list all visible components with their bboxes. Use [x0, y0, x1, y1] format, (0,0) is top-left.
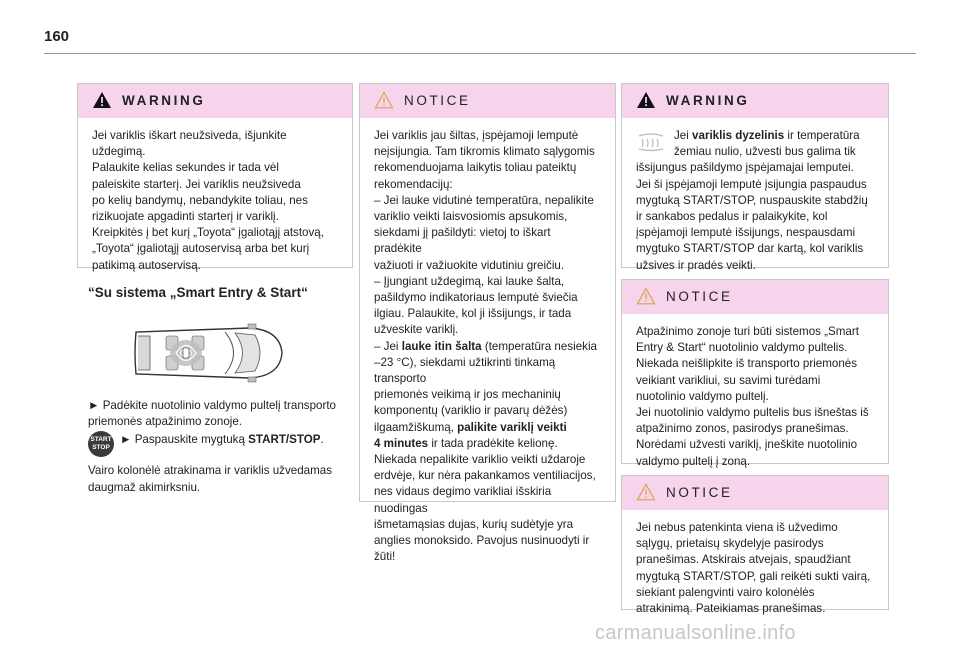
start-instruction	[88, 431, 350, 457]
warning-title: WARNING	[666, 93, 750, 108]
text-line: mygtuką START/STOP, nuspauskite stabdžių	[636, 193, 868, 207]
page-number: 160	[44, 28, 70, 45]
instruction-text	[88, 398, 350, 496]
text-line: Jei nuotolinio valdymo pultelis bus išneštas iš	[636, 406, 869, 420]
warning-triangle-filled-icon	[92, 91, 112, 109]
warning-triangle-filled-icon	[636, 91, 656, 109]
text-line: ilgaamžiškumą, palikite variklį veikti	[374, 420, 567, 434]
notice-triangle-outline-icon	[374, 91, 394, 109]
notice-triangle-outline-icon	[636, 287, 656, 305]
text-line: mygtuką START/STOP, gali reikėti sukti vairą,	[636, 569, 871, 583]
text-line: neįsijungia. Tam tikromis klimato sąlygomis	[374, 145, 595, 159]
text-line: ilgiau. Palaukite, kol ji išsijungs, ir tada	[374, 307, 572, 321]
text-line: Jei variklis iškart neužsiveda, išjunkite	[92, 129, 287, 142]
notice-title: NOTICE	[404, 93, 471, 108]
warning-title: WARNING	[122, 93, 206, 108]
text-line: nes vidaus degimo varikliai išskiria nuodingas	[374, 485, 552, 515]
text-line: pranešimas. Atskirais atvejais, spaudžiant	[636, 553, 851, 567]
warning-body	[78, 118, 352, 274]
warning-header	[622, 84, 888, 118]
text-line: –23 °C), siekdami užtikrinti tinkamą transporto	[374, 355, 556, 386]
text-line: Atpažinimo zonoje turi būti sistemos „Smart	[636, 325, 859, 338]
text-line: žūti!	[374, 550, 396, 564]
text-line: važiuoti ir važiuokite vidutiniu greičiu.	[374, 258, 565, 272]
text-line: įspėjamoji lemputė išsijungs, nespausdami	[636, 226, 856, 240]
watermark: carmanualsonline.info	[595, 622, 796, 644]
notice-body	[622, 314, 888, 470]
notice-triangle-outline-icon	[636, 483, 656, 501]
text-line: rekomendacijų:	[374, 177, 453, 191]
notice-header	[360, 84, 615, 118]
warning-body	[622, 118, 888, 274]
text-line: patikimą autoservisą.	[92, 258, 201, 272]
text-line: priemonės atpažinimo zonoje.	[88, 415, 243, 429]
notice-header	[622, 476, 888, 510]
text-line: atrakinimą. Pateikiamas pranešimas.	[636, 602, 826, 616]
text-line: siekdami jį pašildyti: vietoj to iškart pradėkite	[374, 226, 551, 256]
warning-header	[78, 84, 352, 118]
text-line: rekomenduojama laikytis toliau pateiktų	[374, 161, 577, 175]
text-line: Palaukite kelias sekundes ir tada vėl	[92, 161, 279, 175]
text-line: – Jei lauke itin šalta (temperatūra nesiekia	[374, 339, 597, 353]
text-line: uždegimą.	[92, 145, 146, 159]
car-key-zone-illustration	[130, 318, 285, 388]
start-stop-button-icon: START STOP	[88, 431, 114, 457]
warning-box-engine-start	[77, 83, 353, 272]
section-title: “Su sistema „Smart Entry & Start“	[88, 285, 308, 300]
text-line: ► Padėkite nuotolinio valdymo pultelį transporto	[88, 399, 336, 412]
text-line: Jei variklis jau šiltas, įspėjamoji lemputė	[374, 129, 579, 142]
text-line: Niekada neišlipkite iš transporto priemonės	[636, 357, 858, 371]
warning-box-diesel	[621, 83, 889, 272]
text-line: atpažinimo zonos, pasirodys pranešimas.	[636, 422, 849, 436]
text-line: priemonės veikimą ir jos mechaninių	[374, 388, 561, 402]
top-divider	[44, 53, 916, 54]
text-line: variklio veikti laisvosiomis apsukomis,	[374, 210, 568, 224]
text-line: Niekada nepalikite variklio veikti uždaroje	[374, 453, 586, 467]
text-line: Jei nebus patenkinta viena iš užvedimo	[636, 521, 838, 534]
text-line: daugmaž akimirksniu.	[88, 480, 201, 494]
notice-title: NOTICE	[666, 485, 733, 500]
text-line: sąlygų, prietaisų skydelyje pasirodys	[636, 537, 824, 551]
glow-plug-indicator-icon	[636, 130, 666, 152]
text-line: anglies monoksido. Pavojus nusinuodyti ir	[374, 534, 590, 548]
text-line: Jei ši įspėjamoji lemputė įsijungia paspaudus	[636, 177, 867, 191]
text-line: Entry & Start“ nuotolinio valdymo pultelis.	[636, 341, 848, 355]
text-line: paleiskite starterį. Jei variklis neužsiveda	[92, 177, 301, 191]
text-line: užveskite variklį.	[374, 323, 459, 337]
text-line: „Toyota“ įgaliotąjį autoservisą arba bet kurį	[92, 242, 310, 256]
notice-body	[360, 118, 615, 565]
text-line: išmetamąsias dujas, kurių sudėtyje yra	[374, 517, 574, 531]
text-line: pašildymo indikatoriaus lemputė šviečia	[374, 291, 578, 305]
notice-header	[622, 280, 888, 314]
notice-box-remote-zone	[621, 279, 889, 468]
text-line: rizikuojate apgadinti starterį ir variklį.	[92, 210, 279, 224]
text-line: užsives ir pradės veikti.	[636, 258, 756, 272]
text-line: siekiant palengvinti vairo kolonėlės	[636, 585, 815, 599]
text-line: žemiau nulio, užvesti bus galima tik	[674, 145, 856, 159]
start-instruction-text: ► Paspauskite mygtuką START/STOP.	[120, 433, 324, 447]
text-line: komponentų (variklio ir pavarų dėžės)	[374, 404, 568, 418]
text-line: Norėdami užvesti variklį, įneškite nuotolinio	[636, 438, 858, 452]
text-line: išsijungus pašildymo įspėjamajai lemputei.	[636, 161, 854, 175]
text-line: – Jei lauke vidutinė temperatūra, nepalikite	[374, 193, 594, 207]
text-line: 4 minutes ir tada pradėkite kelionę.	[374, 436, 558, 450]
text-line: Kreipkitės į bet kurį „Toyota“ įgaliotąjį atstovą,	[92, 226, 324, 240]
text-line: valdymo pultelį į zoną.	[636, 454, 751, 468]
notice-body	[622, 510, 888, 617]
notice-box-start-conditions	[621, 475, 889, 616]
text-line: po kelių bandymų, nebandykite toliau, nes	[92, 193, 308, 207]
text-line: ir sankabos pedalus ir palaikykite, kol	[636, 210, 828, 224]
text-line: erdvėje, kur nėra pakankamos ventiliacijos,	[374, 469, 596, 483]
notice-title: NOTICE	[666, 289, 733, 304]
text-line: mygtuko START/STOP dar kartą, kol variklis	[636, 242, 864, 256]
text-line: veikiant varikliui, su savimi turėdami	[636, 373, 821, 387]
text-line: – Įjungiant uždegimą, kai lauke šalta,	[374, 274, 565, 288]
text-line: nuotolinio valdymo pultelį.	[636, 389, 769, 403]
text-line: Jei variklis dyzelinis ir temperatūra	[674, 129, 860, 142]
text-line: Vairo kolonėlė atrakinama ir variklis užvedamas	[88, 464, 333, 478]
notice-box-warm-engine	[359, 83, 616, 564]
